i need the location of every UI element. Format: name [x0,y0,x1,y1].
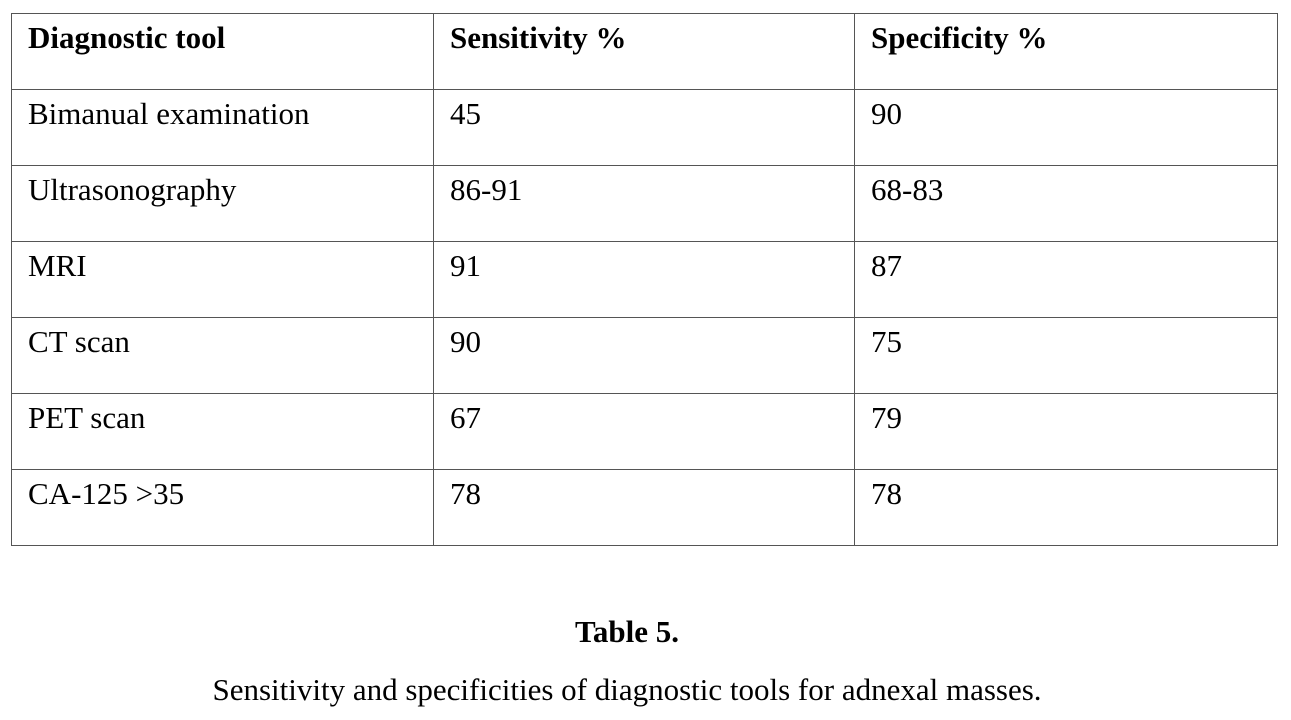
table-header-row [12,14,1278,90]
cell-sensitivity [434,318,855,394]
diagnostic-tools-table [11,13,1278,546]
cell-text: MRI [28,248,87,283]
table-row [12,394,1278,470]
cell-sensitivity [434,242,855,318]
header-label: Specificity % [871,20,1048,55]
table-row [12,242,1278,318]
table-container [11,13,1277,546]
cell-tool [12,394,434,470]
cell-tool [12,90,434,166]
table-caption-label: Table 5. [575,614,679,649]
cell-tool [12,318,434,394]
cell-specificity [855,166,1278,242]
header-cell-sensitivity [434,14,855,90]
cell-text: 45 [450,96,481,131]
cell-text: PET scan [28,400,146,435]
cell-text: 79 [871,400,902,435]
header-label: Sensitivity % [450,20,627,55]
cell-text: 90 [450,324,481,359]
header-cell-specificity [855,14,1278,90]
cell-text: 91 [450,248,481,283]
header-cell-diagnostic-tool [12,14,434,90]
table-row [12,166,1278,242]
table-row [12,90,1278,166]
table-caption-text: Sensitivity and specificities of diagnostic tools for adnexal masses. [212,672,1042,707]
cell-sensitivity [434,394,855,470]
header-label: Diagnostic tool [28,20,226,55]
cell-text: CT scan [28,324,130,359]
cell-text: 87 [871,248,902,283]
cell-text: 75 [871,324,902,359]
cell-text: 90 [871,96,902,131]
cell-sensitivity [434,470,855,546]
cell-text: Ultrasonography [28,172,237,207]
cell-tool [12,470,434,546]
cell-text: 67 [450,400,481,435]
cell-text: 68-83 [871,172,944,207]
cell-specificity [855,470,1278,546]
cell-specificity [855,394,1278,470]
table-row [12,470,1278,546]
cell-text: 86-91 [450,172,523,207]
table-row [12,318,1278,394]
cell-text: 78 [450,476,481,511]
cell-text: 78 [871,476,902,511]
cell-specificity [855,90,1278,166]
cell-sensitivity [434,90,855,166]
cell-sensitivity [434,166,855,242]
cell-tool [12,166,434,242]
cell-text: Bimanual examination [28,96,310,131]
cell-text: CA-125 >35 [28,476,185,511]
cell-tool [12,242,434,318]
cell-specificity [855,318,1278,394]
cell-specificity [855,242,1278,318]
